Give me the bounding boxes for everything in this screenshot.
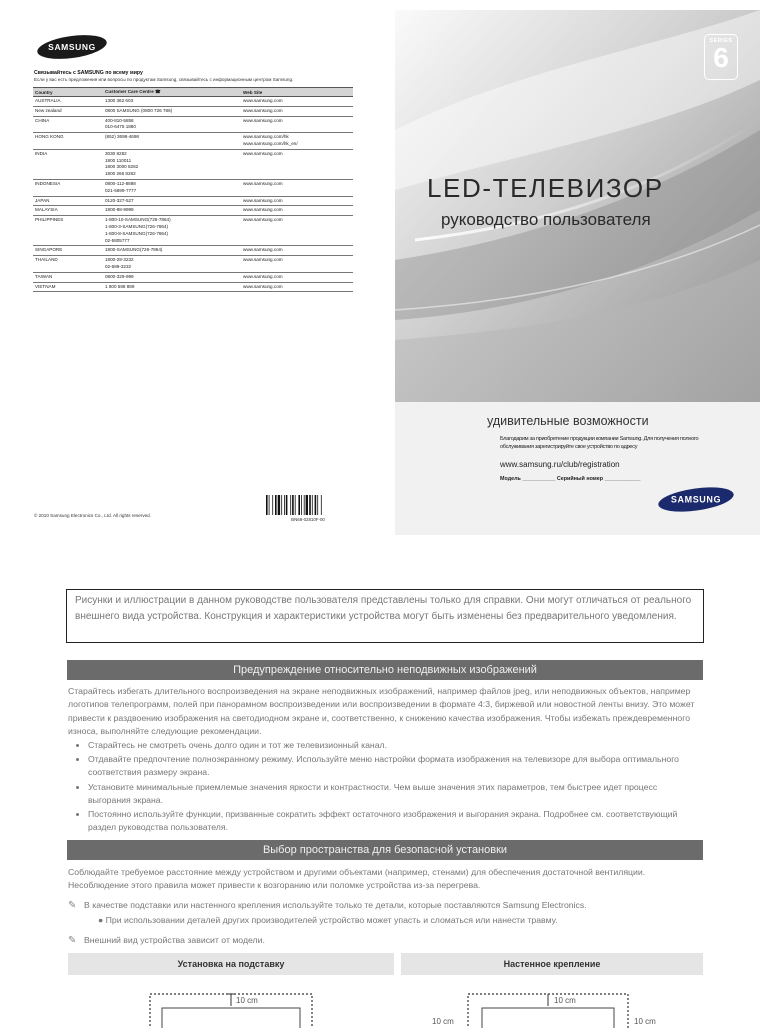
contact-country: SINGAPORE: [33, 246, 103, 256]
copyright: © 2010 Samsung Electronics Co., Ltd. All rights reserved.: [34, 513, 152, 518]
samsung-logo: [36, 34, 108, 60]
contact-country: CHINA: [33, 116, 103, 133]
note-pencil-icon: ✎: [68, 900, 77, 911]
header-website: Web Site: [241, 88, 353, 97]
contact-country: PHILIPPINES: [33, 216, 103, 246]
contact-row: [33, 272, 353, 282]
subnote-other-parts-text: При использовании деталей других производителей устройство может упасть и сломаться или нанести травму.: [105, 915, 558, 925]
contact-phone: 1800-29-3232 02-689-3232: [103, 256, 241, 273]
contact-website: www.samsung.com: [241, 106, 353, 116]
note-samsung-parts: [68, 900, 587, 911]
note-appearance-text: Внешний вид устройства зависит от модели.: [84, 935, 265, 945]
contact-phone: 400-810-5858 010-6475 1880: [103, 116, 241, 133]
contact-website: www.samsung.com/hk www.samsung.com/hk_en/: [241, 133, 353, 150]
contact-row: [33, 196, 353, 206]
series-word: SERIES: [709, 38, 733, 44]
contact-phone: (852) 3698-4698: [103, 133, 241, 150]
registration-text: Благодарим за приобретение продукции компании Samsung. Для получения полного обслуживания зарегистрируйте свое устройство по адресу: [500, 436, 699, 451]
section-still-image-body: Старайтесь избегать длительного воспроизведения на экране неподвижных изображений, например файлов jpeg, или неподвижных объектов, например логотипов телепрограмм, полей при панорамном воспроизведении или воспроизведении в формате 4:3, биржевой или новостной ленты внизу. Это может привести к раздвоению изображения на светодиодном экране и, соответственно, к снижению качества изображения. Чтобы избежать преждевременного износа, выполняйте следующие рекомендации.: [68, 686, 695, 737]
contact-website: www.samsung.com: [241, 256, 353, 273]
contact-country: AUSTRALIA: [33, 97, 103, 107]
contact-row: [33, 116, 353, 133]
cover-logo-text: SAMSUNG: [670, 494, 722, 505]
barcode-number: BN68-02810F-00: [291, 517, 325, 522]
contact-row: [33, 282, 353, 292]
stand-installation-header: Установка на подставку: [68, 953, 394, 975]
contact-website: www.samsung.com: [241, 216, 353, 246]
section-still-image-warning-title: Предупреждение относительно неподвижных изображений: [67, 660, 703, 680]
contact-row: [33, 179, 353, 196]
contact-table: [33, 87, 353, 292]
header-country: Country: [33, 88, 103, 97]
contact-website: www.samsung.com: [241, 246, 353, 256]
note-appearance: [68, 935, 265, 946]
contact-row: [33, 106, 353, 116]
still-image-tips-list: [68, 739, 702, 835]
contact-website: www.samsung.com: [241, 272, 353, 282]
wall-left-clearance-label: 10 cm: [432, 1017, 454, 1026]
contact-website: www.samsung.com: [241, 282, 353, 292]
disclaimer-box: Рисунки и иллюстрации в данном руководстве пользователя представлены только для справки. Они могут отличаться от реального внешнего вида устройства. Конструкция и характеристики устройства могут быть изменены без предварительного уведомления.: [66, 589, 704, 643]
front-cover: [395, 10, 760, 535]
contact-country: INDONESIA: [33, 179, 103, 196]
contact-row: [33, 97, 353, 107]
list-item: • Старайтесь не смотреть очень долго один и тот же телевизионный канал.: [88, 739, 702, 752]
contact-row: [33, 216, 353, 246]
contact-country: TAIWAN: [33, 272, 103, 282]
wall-top-clearance-label: 10 cm: [554, 996, 576, 1005]
wall-mount-header: Настенное крепление: [401, 953, 703, 975]
contact-website: www.samsung.com: [241, 196, 353, 206]
contact-table-header: [33, 88, 353, 97]
contact-row: [33, 133, 353, 150]
contact-country: HONG KONG: [33, 133, 103, 150]
barcode: [264, 495, 352, 515]
samsung-logo-text: SAMSUNG: [48, 42, 96, 52]
contact-title: Связывайтесь с SAMSUNG по всему миру: [34, 70, 143, 76]
contact-country: VIETNAM: [33, 282, 103, 292]
stand-top-clearance-label: 10 cm: [236, 996, 258, 1005]
series-number: 6: [713, 42, 729, 73]
contact-phone: 0800-112-8888 021-5699-7777: [103, 179, 241, 196]
contact-phone: 1800-SAMSUNG(726-7864): [103, 246, 241, 256]
note-pencil-icon: ✎: [68, 935, 77, 946]
cover-subtitle: руководство пользователя: [441, 210, 651, 229]
contact-website: www.samsung.com: [241, 149, 353, 179]
list-item: • Установите минимальные приемлемые значения яркости и контрастности. Чем выше значения этих параметров, тем быстрее идет процесс выгорания экрана.: [88, 781, 702, 807]
contact-row: [33, 246, 353, 256]
contact-website: www.samsung.com: [241, 97, 353, 107]
cover-title: LED-ТЕЛЕВИЗОР: [427, 173, 664, 203]
contact-phone: 0800 SAMSUNG (0800 726 786): [103, 106, 241, 116]
section-safe-installation-title: Выбор пространства для безопасной установки: [67, 840, 703, 860]
wall-right-clearance-label: 10 cm: [634, 1017, 656, 1026]
list-item: • Отдавайте предпочтение полноэкранному режиму. Используйте меню настройки формата изображения на телевизоре для выбора оптимального соответствия размеру экрана.: [88, 753, 702, 779]
contact-row: [33, 206, 353, 216]
section-safe-installation-body: Соблюдайте требуемое расстояние между устройством и другими объектами (например, стенами) для обеспечения достаточной вентиляции. Несоблюдение этого правила может привести к возгоранию или поломке устройства из-за перегрева.: [68, 867, 646, 891]
note-samsung-parts-text: В качестве подставки или настенного крепления используйте только те детали, которые поставляются Samsung Electronics.: [84, 900, 587, 910]
series-badge: [704, 34, 738, 80]
bullet-dot-icon: ●: [98, 915, 106, 925]
stand-clearance-diagram: [80, 984, 380, 1028]
contact-phone: 0800-329-999: [103, 272, 241, 282]
model-serial-line: Модель ___________ Серийный номер ____________: [500, 476, 641, 482]
subnote-other-parts: [98, 915, 558, 925]
contact-website: www.samsung.com: [241, 179, 353, 196]
header-care-centre: Customer Care Centre ☎: [103, 88, 241, 97]
contact-phone: 1 800 588 889: [103, 282, 241, 292]
contact-website: www.samsung.com: [241, 116, 353, 133]
list-item: • Постоянно используйте функции, призванные сократить эффект остаточного изображения и выгорания экрана. Подробнее см. соответствующий раздел руководства пользователя.: [88, 808, 702, 834]
contact-country: THAILAND: [33, 256, 103, 273]
contact-country: MALAYSIA: [33, 206, 103, 216]
contact-phone: 1800-88-9999: [103, 206, 241, 216]
contact-phone: 3030 8282 1800 110011 1800 3000 8282 1800 266 8282: [103, 149, 241, 179]
contact-country: New zealand: [33, 106, 103, 116]
contact-website: www.samsung.com: [241, 206, 353, 216]
contact-phone: 1300 362 603: [103, 97, 241, 107]
contact-row: [33, 256, 353, 273]
contact-country: INDIA: [33, 149, 103, 179]
features-tagline: удивительные возможности: [487, 414, 649, 428]
contact-phone: 0120-327-527: [103, 196, 241, 206]
registration-url: www.samsung.ru/club/registration: [500, 460, 620, 469]
contact-phone: 1-800-10-SAMSUNG(726-7864) 1-800-3-SAMSUNG(726-7864) 1-800-8-SAMSUNG(726-7864) 02-5805777: [103, 216, 241, 246]
wall-clearance-diagram: [420, 984, 720, 1028]
contact-row: [33, 149, 353, 179]
contact-subtitle: Если у вас есть предложения или вопросы по продуктам Samsung, связывайтесь с информационным центром Samsung.: [34, 77, 294, 82]
contact-country: JAPAN: [33, 196, 103, 206]
cover-samsung-logo: [657, 486, 735, 513]
